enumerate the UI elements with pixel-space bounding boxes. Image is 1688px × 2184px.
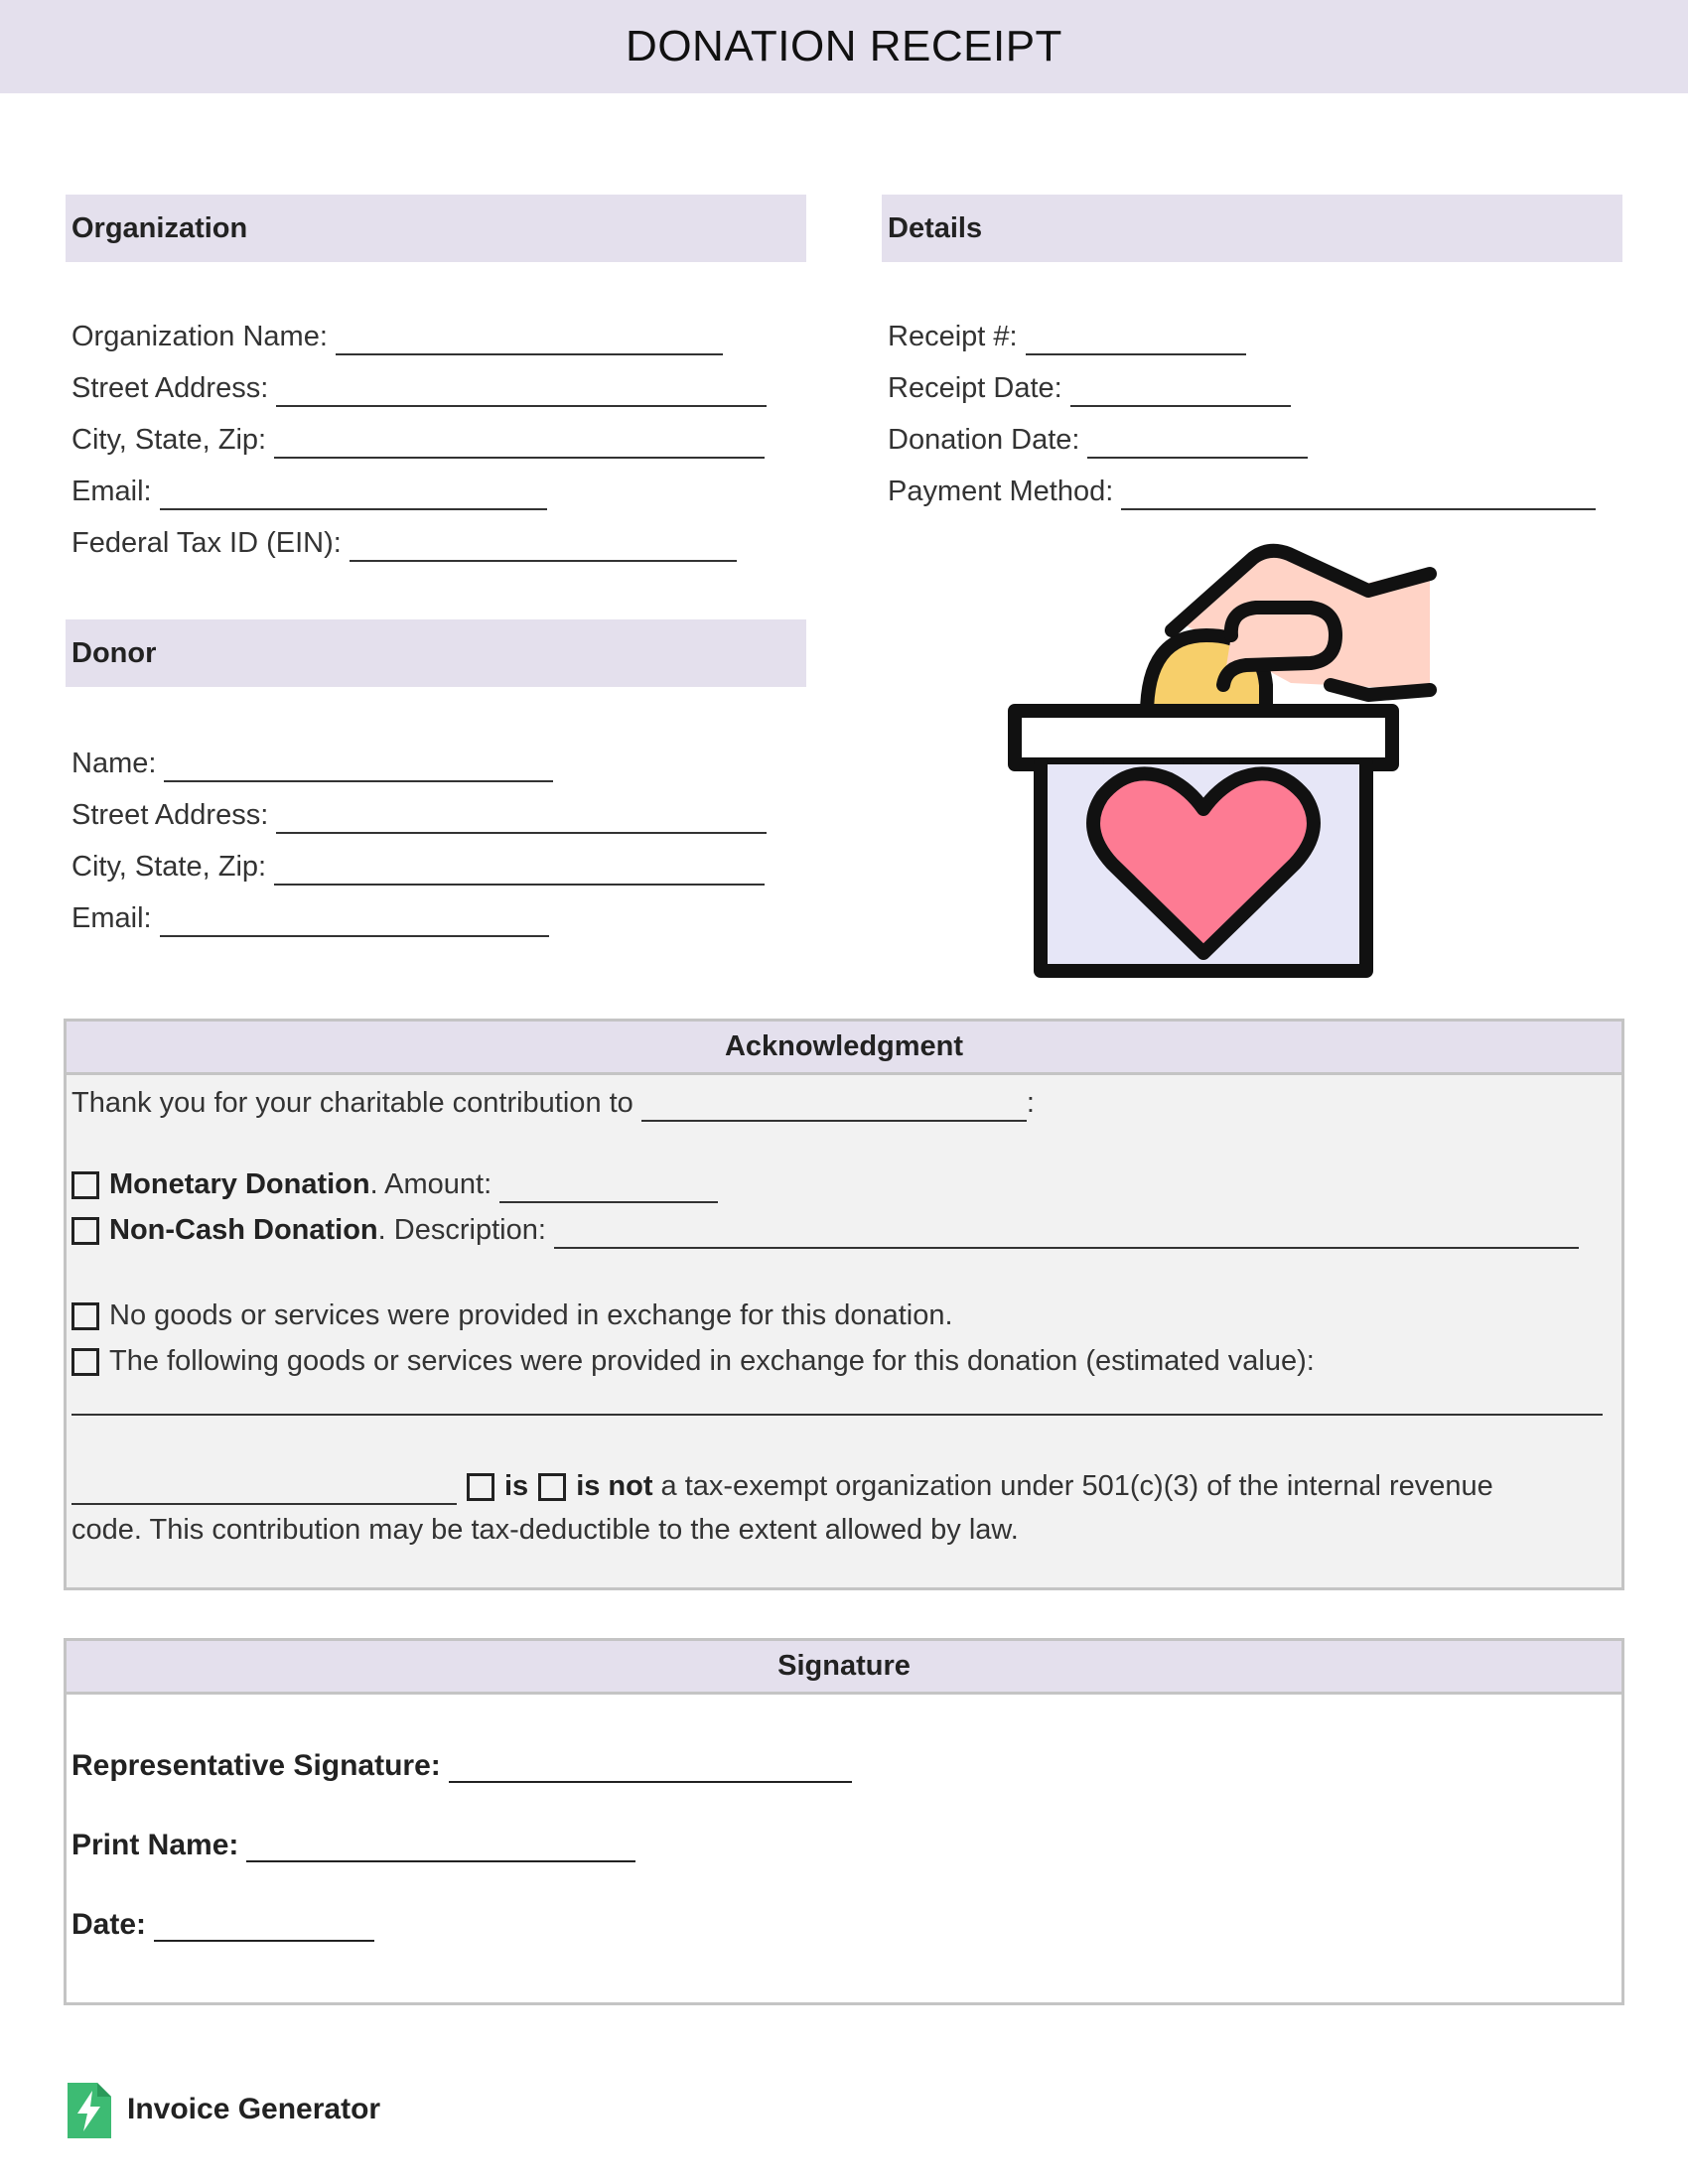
donor-name-row: [71, 743, 553, 782]
donation-date-field[interactable]: [1087, 427, 1308, 459]
org-street-field[interactable]: [276, 375, 767, 407]
tax-text-line-1: a tax-exempt organization under 501(c)(3) of the internal revenue: [660, 1470, 1493, 1502]
date-label: Date:: [71, 1908, 147, 1941]
monetary-label: Monetary Donation: [109, 1168, 370, 1200]
details-heading: Details: [888, 211, 983, 244]
org-city-label: City, State, Zip:: [71, 424, 267, 456]
monetary-row: [71, 1163, 718, 1203]
donor-name-label: Name:: [71, 748, 157, 779]
acknowledgment-heading: Acknowledgment: [724, 1030, 964, 1062]
tax-text-row-2: [71, 1509, 1019, 1549]
acknowledgment-header: [67, 1022, 1621, 1075]
signature-heading: Signature: [777, 1650, 911, 1682]
donor-street-row: [71, 794, 767, 834]
following-goods-text: The following goods or services were provided in exchange for this donation (estimated value):: [109, 1345, 1315, 1377]
receipt-date-row: [888, 367, 1291, 407]
org-name-label: Organization Name:: [71, 321, 328, 352]
description-field[interactable]: [554, 1217, 1579, 1249]
tax-exempt-row: [71, 1465, 1493, 1505]
is-not-label: is not: [576, 1470, 653, 1502]
invoice-generator-logo-icon: [68, 2083, 111, 2138]
noncash-checkbox[interactable]: [71, 1217, 99, 1245]
thank-you-colon: :: [1026, 1087, 1035, 1119]
noncash-label: Non-Cash Donation: [109, 1214, 378, 1246]
rep-signature-row: [71, 1743, 852, 1783]
date-field[interactable]: [154, 1910, 374, 1942]
donor-email-field[interactable]: [160, 905, 549, 937]
org-ein-field[interactable]: [350, 530, 737, 562]
org-city-field[interactable]: [274, 427, 765, 459]
recipient-org-field[interactable]: [641, 1090, 1027, 1122]
rep-signature-label: Representative Signature:: [71, 1749, 441, 1782]
date-row: [71, 1902, 374, 1942]
title-bar: [0, 0, 1688, 93]
print-name-field[interactable]: [246, 1831, 635, 1862]
donation-date-row: [888, 419, 1308, 459]
org-city-row: [71, 419, 765, 459]
tax-text-line-2: code. This contribution may be tax-deductible to the extent allowed by law.: [71, 1514, 1019, 1546]
description-label: . Description:: [377, 1214, 546, 1246]
donation-date-label: Donation Date:: [888, 424, 1080, 456]
tax-org-name-field[interactable]: [71, 1473, 457, 1505]
page-title: DONATION RECEIPT: [626, 22, 1062, 70]
payment-method-row: [888, 471, 1596, 510]
payment-method-label: Payment Method:: [888, 476, 1114, 507]
monetary-checkbox[interactable]: [71, 1171, 99, 1199]
is-label: is: [504, 1470, 529, 1502]
print-name-row: [71, 1823, 635, 1862]
thank-you-row: [71, 1082, 1035, 1122]
noncash-row: [71, 1209, 1579, 1249]
amount-field[interactable]: [499, 1171, 718, 1203]
donation-box-icon: [993, 536, 1450, 983]
org-email-row: [71, 471, 547, 510]
receipt-number-field[interactable]: [1026, 324, 1246, 355]
donor-heading: Donor: [71, 636, 157, 669]
organization-header: [66, 195, 806, 262]
org-email-label: Email:: [71, 476, 152, 507]
receipt-number-label: Receipt #:: [888, 321, 1018, 352]
donor-email-label: Email:: [71, 902, 152, 934]
donor-header: [66, 619, 806, 687]
org-ein-label: Federal Tax ID (EIN):: [71, 527, 342, 559]
donor-street-label: Street Address:: [71, 799, 269, 831]
signature-header: [67, 1641, 1621, 1695]
receipt-date-label: Receipt Date:: [888, 372, 1062, 404]
donor-city-label: City, State, Zip:: [71, 851, 267, 883]
donor-email-row: [71, 897, 549, 937]
no-goods-row: [71, 1295, 953, 1334]
org-ein-row: [71, 522, 737, 562]
org-email-field[interactable]: [160, 478, 547, 510]
is-checkbox[interactable]: [467, 1473, 494, 1501]
donor-city-row: [71, 846, 765, 886]
receipt-number-row: [888, 316, 1246, 355]
thank-you-text: Thank you for your charitable contribution to: [71, 1087, 633, 1119]
amount-label: . Amount:: [369, 1168, 492, 1200]
organization-heading: Organization: [71, 211, 248, 244]
org-name-field[interactable]: [336, 324, 723, 355]
donor-street-field[interactable]: [276, 802, 767, 834]
payment-method-field[interactable]: [1121, 478, 1596, 510]
goods-description-field[interactable]: [71, 1414, 1603, 1416]
no-goods-checkbox[interactable]: [71, 1302, 99, 1330]
print-name-label: Print Name:: [71, 1829, 239, 1861]
following-goods-checkbox[interactable]: [71, 1348, 99, 1376]
footer-brand: Invoice Generator: [127, 2093, 381, 2125]
donor-name-field[interactable]: [164, 751, 553, 782]
org-name-row: [71, 316, 723, 355]
no-goods-text: No goods or services were provided in exchange for this donation.: [109, 1299, 953, 1331]
org-street-row: [71, 367, 767, 407]
donor-city-field[interactable]: [274, 854, 765, 886]
rep-signature-field[interactable]: [449, 1751, 852, 1783]
details-header: [882, 195, 1622, 262]
is-not-checkbox[interactable]: [538, 1473, 566, 1501]
following-goods-row: [71, 1340, 1315, 1380]
receipt-date-field[interactable]: [1070, 375, 1291, 407]
org-street-label: Street Address:: [71, 372, 269, 404]
